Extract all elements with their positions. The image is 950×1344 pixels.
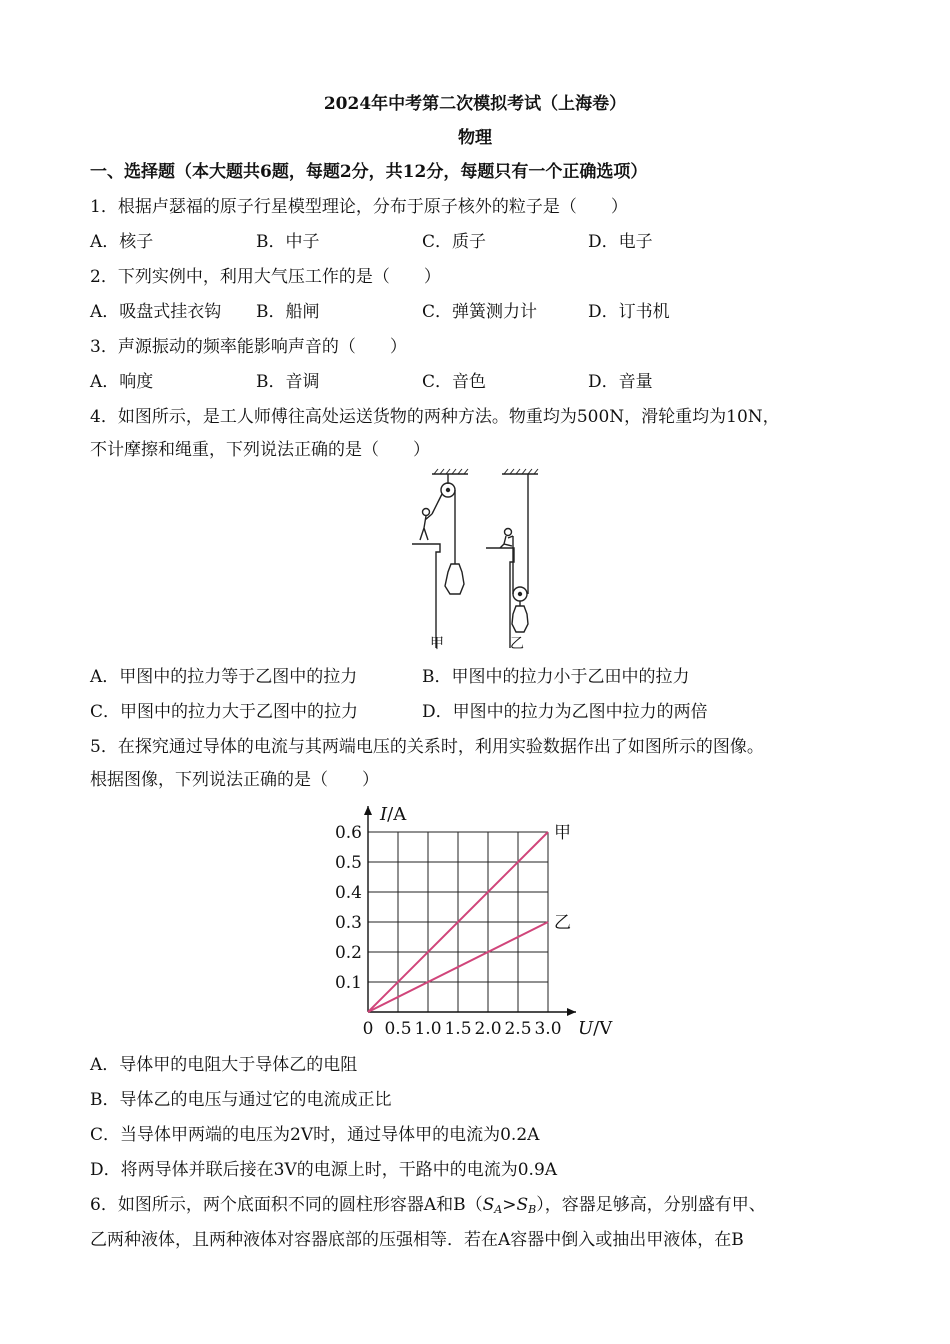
x-axis-label — [578, 1018, 613, 1039]
x-axis-unit: /V — [593, 1018, 613, 1039]
pull-rope-left — [432, 494, 442, 514]
ceiling-hatch-right — [504, 469, 538, 474]
q4-option-b: B．甲图中的拉力小于乙田中的拉力 — [422, 667, 690, 687]
y-axis-label — [379, 804, 407, 825]
question-6-stem-line1 — [90, 1193, 860, 1222]
iv-chart — [320, 796, 630, 1046]
q1-option-b: B．中子 — [256, 232, 320, 252]
cargo-right — [512, 606, 528, 632]
y-tick-label: 0.1 — [334, 973, 362, 993]
q2-option-d: D．订书机 — [588, 302, 670, 322]
q6-text-part2: ），容器足够高，分别盛有甲、 — [536, 1195, 766, 1215]
pulley-figure — [400, 466, 570, 654]
exam-title: 2024年中考第二次模拟考试（上海卷） — [323, 94, 627, 114]
question-5-stem-line1: 5．在探究通过导体的电流与其两端电压的关系时，利用实验数据作出了如图所示的图像。 — [90, 737, 764, 757]
q5-option-c: C．当导体甲两端的电压为2V时，通过导体甲的电流为0.2A — [90, 1125, 540, 1145]
q4-option-c: C．甲图中的拉力大于乙图中的拉力 — [90, 702, 359, 722]
q1-option-d: D．电子 — [588, 232, 653, 252]
q3-option-c: C．音色 — [422, 372, 487, 392]
x-tick-label: 2.5 — [504, 1019, 532, 1039]
x-tick-label: 1.0 — [414, 1019, 442, 1039]
x-axis-arrow — [567, 1008, 576, 1016]
question-4-stem-line2: 不计摩擦和绳重，下列说法正确的是（ ） — [90, 440, 430, 460]
ceiling-hatch-left — [434, 469, 468, 474]
q6-s-b: S — [516, 1195, 529, 1215]
x-tick-label: 1.5 — [444, 1019, 472, 1039]
y-tick-label: 0.3 — [334, 913, 362, 933]
q3-option-a: A．响度 — [90, 372, 154, 392]
q5-option-d: D．将两导体并联后接在3V的电源上时，干路中的电流为0.9A — [90, 1160, 558, 1180]
q4-option-a: A．甲图中的拉力等于乙图中的拉力 — [90, 667, 358, 687]
question-5-stem-line2: 根据图像，下列说法正确的是（ ） — [90, 770, 379, 790]
section-heading: 一、选择题（本大题共6题，每题2分，共12分，每题只有一个正确选项） — [90, 162, 648, 182]
figure-label-jia: 甲 — [430, 636, 444, 652]
q6-s-a-sub: A — [494, 1203, 503, 1216]
q3-option-d: D．音量 — [588, 372, 653, 392]
q5-option-b: B．导体乙的电压与通过它的电流成正比 — [90, 1090, 392, 1110]
figure-label-yi: 乙 — [510, 636, 524, 652]
cargo-left — [445, 564, 464, 594]
y-tick-label: 0.5 — [334, 853, 362, 873]
series-label-1: 乙 — [554, 913, 571, 933]
y-tick-label: 0.4 — [334, 883, 362, 903]
x-tick-label: 2.0 — [474, 1019, 502, 1039]
q2-option-c: C．弹簧测力计 — [422, 302, 538, 322]
platform-left — [412, 544, 440, 648]
worker-body-right — [500, 536, 513, 548]
q6-gt: > — [502, 1195, 517, 1215]
q3-option-b: B．音调 — [256, 372, 320, 392]
subject-title: 物理 — [458, 128, 492, 148]
worker-head-left — [423, 509, 430, 516]
q6-text-part1: 6．如图所示，两个底面积不同的圆柱形容器A和B（ — [90, 1195, 483, 1215]
x-tick-label: 3.0 — [534, 1019, 562, 1039]
x-tick-label: 0 — [362, 1019, 374, 1039]
y-tick-label: 0.6 — [334, 823, 362, 843]
q6-s-b-sub: B — [528, 1203, 537, 1216]
question-2-stem: 2．下列实例中，利用大气压工作的是（ ） — [90, 267, 441, 287]
x-tick-label: 0.5 — [384, 1019, 412, 1039]
q4-option-d: D．甲图中的拉力为乙图中拉力的两倍 — [422, 702, 708, 722]
platform-right — [486, 548, 514, 648]
worker-body-left — [420, 514, 432, 540]
worker-head-right — [505, 529, 512, 536]
q1-option-c: C．质子 — [422, 232, 487, 252]
series-label-0: 甲 — [554, 823, 571, 843]
q5-option-a: A．导体甲的电阻大于导体乙的电阻 — [90, 1055, 358, 1075]
q2-option-a: A．吸盘式挂衣钩 — [90, 302, 222, 322]
q6-s-a: S — [482, 1195, 495, 1215]
q1-option-a: A．核子 — [90, 232, 154, 252]
question-4-stem-line1: 4．如图所示，是工人师傅往高处运送货物的两种方法。物重均为500N，滑轮重均为10N， — [90, 407, 780, 427]
x-axis-var: U — [578, 1018, 594, 1039]
question-3-stem: 3．声源振动的频率能影响声音的（ ） — [90, 337, 407, 357]
q2-option-b: B．船闸 — [256, 302, 320, 322]
question-6-stem-line2: 乙两种液体，且两种液体对容器底部的压强相等．若在A容器中倒入或抽出甲液体，在B — [90, 1230, 744, 1250]
y-axis-unit: /A — [387, 804, 407, 825]
y-axis-var: I — [380, 804, 388, 825]
question-1-stem: 1．根据卢瑟福的原子行星模型理论，分布于原子核外的粒子是（ ） — [90, 197, 628, 217]
y-tick-label: 0.2 — [334, 943, 362, 963]
y-axis-arrow — [364, 806, 372, 815]
